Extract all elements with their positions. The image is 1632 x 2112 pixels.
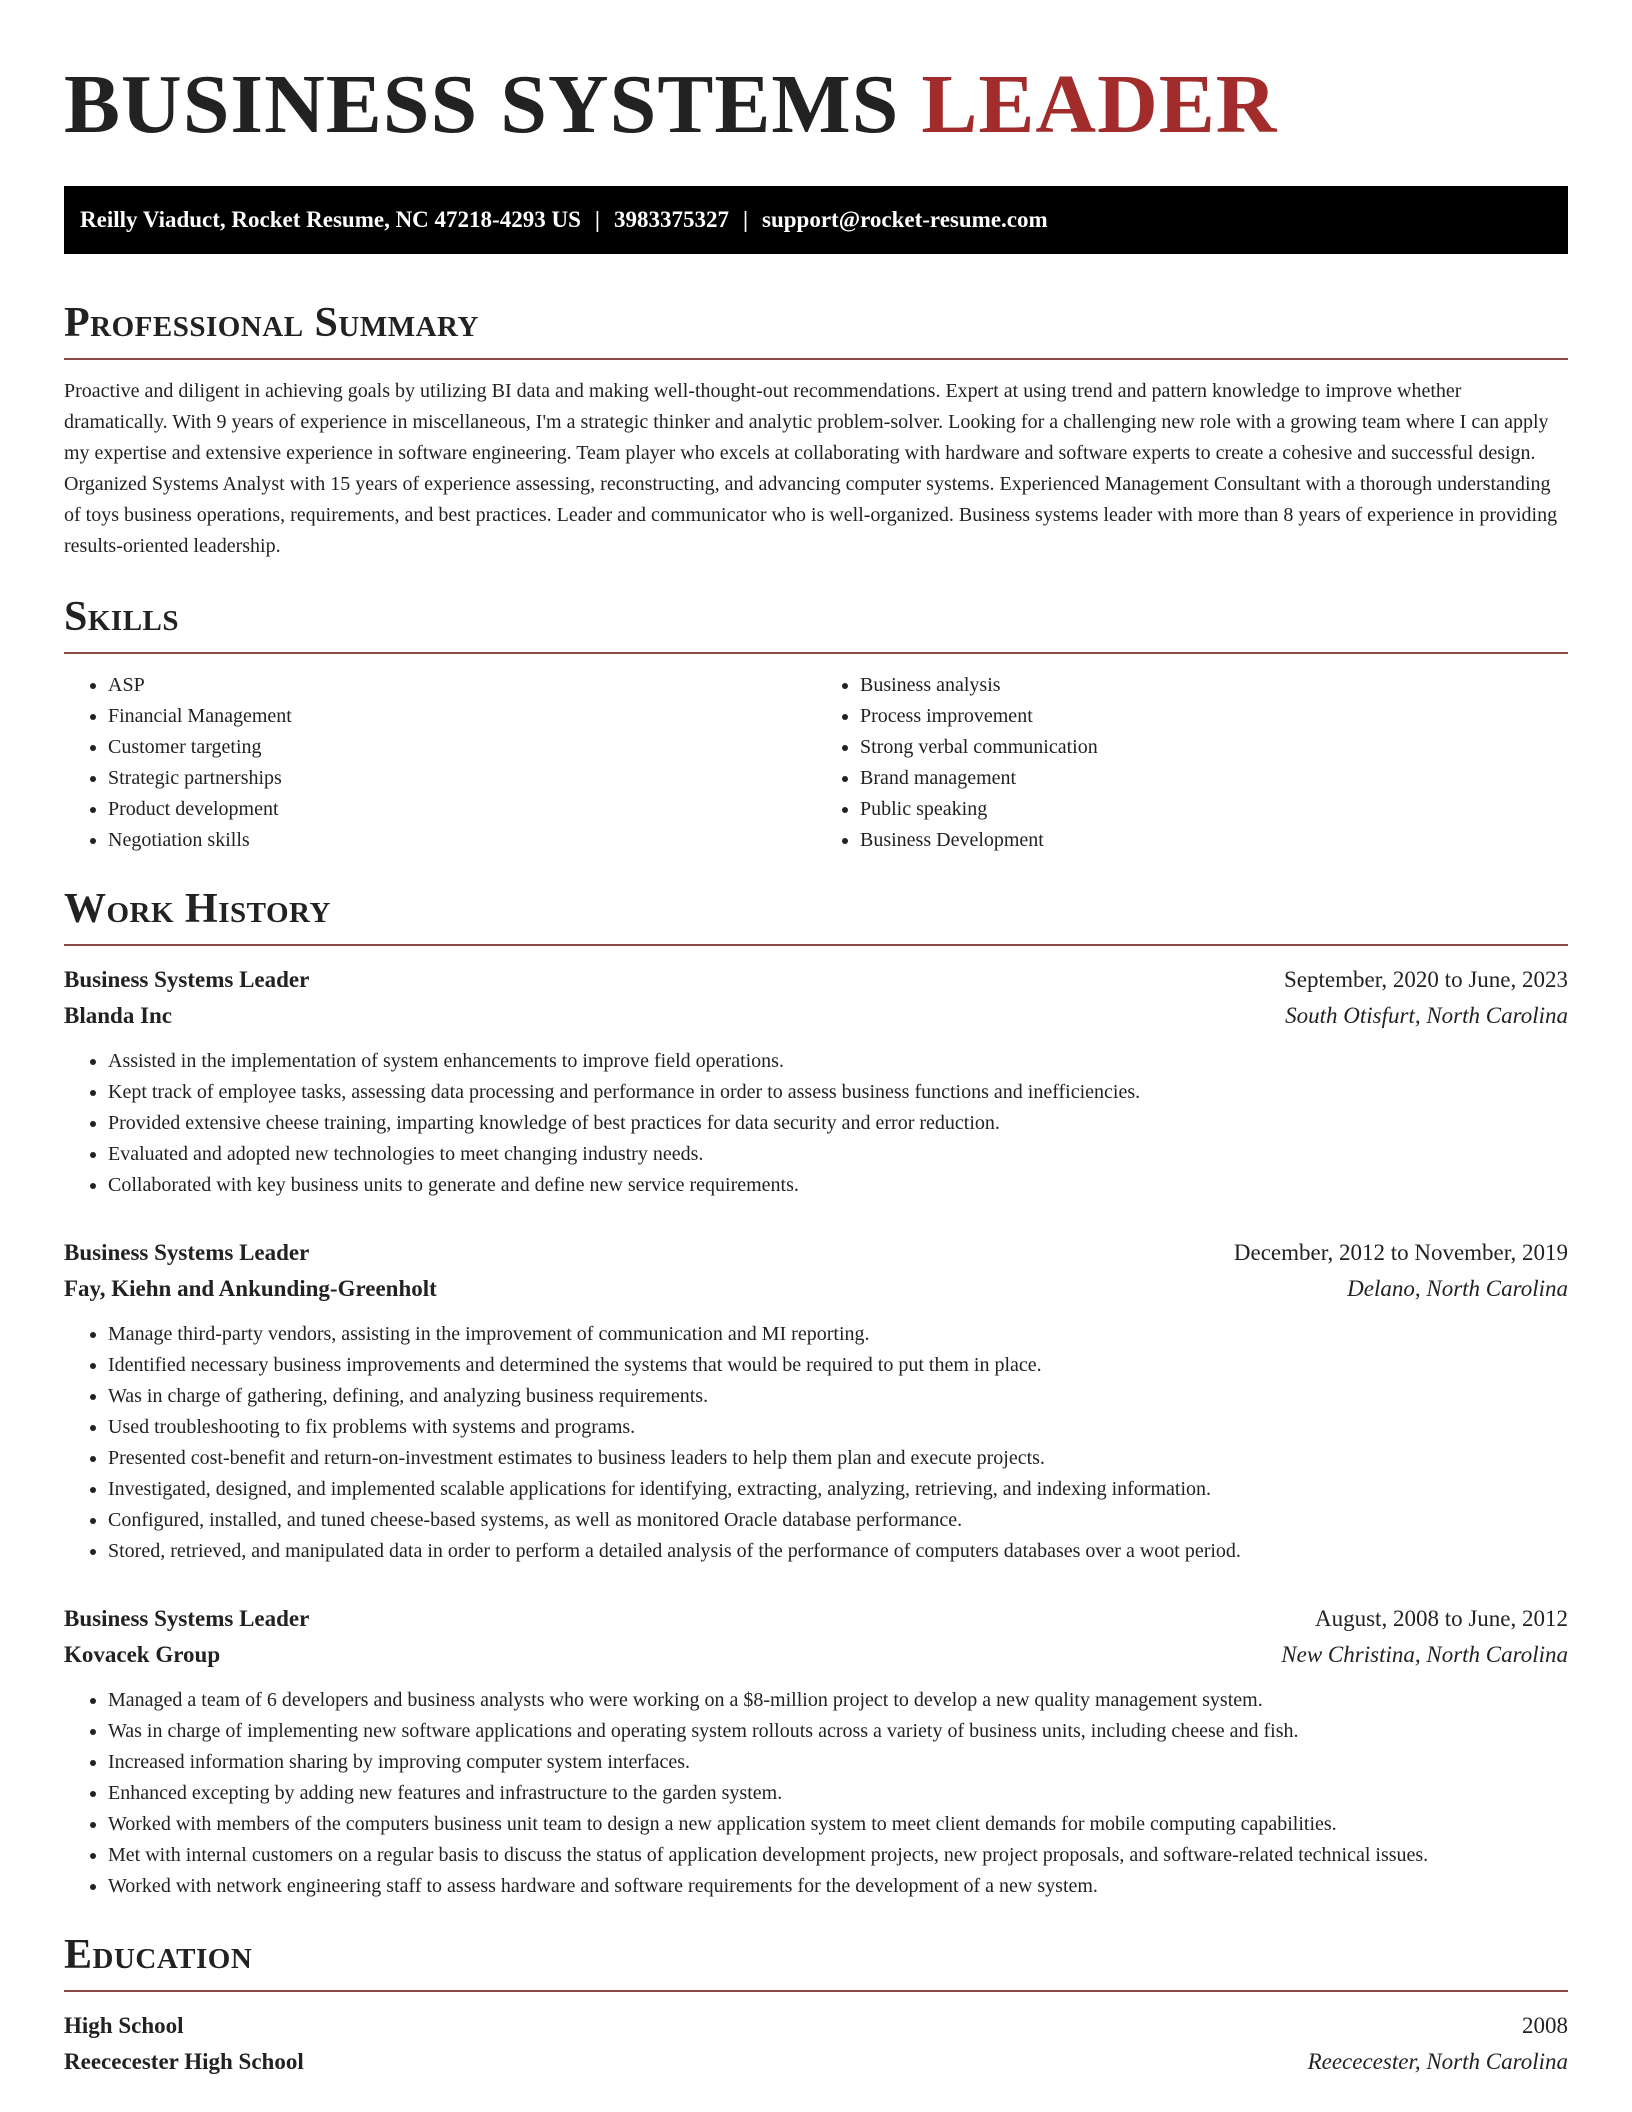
job-company: Fay, Kiehn and Ankunding-Greenholt: [64, 1276, 437, 1301]
education-location: Reececester, North Carolina: [1307, 2049, 1568, 2074]
job-bullet: • Managed a team of 6 developers and business analysts who were working on a $8-million project to develop a new quality management system.: [108, 1685, 1568, 1716]
job-location: South Otisfurt, North Carolina: [1285, 1003, 1568, 1028]
job-company: Kovacek Group: [64, 1642, 221, 1667]
job-company-row: [64, 998, 1568, 1034]
title-main: BUSINESS SYSTEMS: [64, 58, 922, 151]
skills-heading: Skills: [64, 594, 180, 640]
job-title: Business Systems Leader: [64, 1606, 310, 1631]
skills-column-right: [816, 670, 1568, 856]
job-bullet: • Worked with network engineering staff to assess hardware and software requirements for the development of a new system.: [108, 1871, 1568, 1902]
job-bullets: [64, 1319, 1568, 1567]
job-title: Business Systems Leader: [64, 1240, 310, 1265]
skill-item: • Customer targeting: [108, 732, 816, 763]
job-bullet: • Enhanced excepting by adding new features and infrastructure to the garden system.: [108, 1778, 1568, 1809]
job-bullet: • Manage third-party vendors, assisting in the improvement of communication and MI reporting.: [108, 1319, 1568, 1350]
summary-section: [64, 298, 1568, 562]
section-divider: [64, 652, 1568, 654]
job-location: Delano, North Carolina: [1347, 1276, 1568, 1301]
education-entry: [64, 2008, 1568, 2080]
work-section: [64, 884, 1568, 1902]
work-heading: Work History: [64, 886, 331, 932]
skill-item: • Process improvement: [860, 701, 1568, 732]
job-company: Blanda Inc: [64, 1003, 173, 1028]
job-bullet: • Investigated, designed, and implemented scalable applications for identifying, extracting, analyzing, retrieving, and indexing information.: [108, 1474, 1568, 1505]
section-divider: [64, 944, 1568, 946]
job-bullet: • Stored, retrieved, and manipulated data in order to perform a detailed analysis of the performance of computers databases over a woot period.: [108, 1536, 1568, 1567]
education-year: 2008: [1522, 2013, 1568, 2038]
job-location: New Christina, North Carolina: [1281, 1642, 1568, 1667]
job-header-row: [64, 1235, 1568, 1271]
summary-text: Proactive and diligent in achieving goals by utilizing BI data and making well-thought-out recommendations. Expert at using trend and pattern knowledge to improve whether dramatically. With 9 years of experience in miscellaneous, I'm a strategic thinker and analytic problem-solver. Looking for a challenging new role with a growing team where I can apply my expertise and extensive experience in software engineering. Team player who excels at collaborating with hardware and software experts to create a cohesive and successful design. Organized Systems Analyst with 15 years of experience assessing, reconstructing, and advancing computer systems. Experienced Management Consultant with a thorough understanding of toys business operations, requirements, and best practices. Leader and communicator who is well-organized. Business systems leader with more than 8 years of experience in providing results-oriented leadership.: [64, 380, 1558, 557]
title-accent: LEADER: [921, 58, 1278, 151]
job-bullet: • Kept track of employee tasks, assessing data processing and performance in order to assess business functions and inefficiencies.: [108, 1077, 1568, 1108]
job-entry: [64, 1235, 1568, 1567]
contact-email: support@rocket-resume.com: [762, 207, 1048, 232]
job-bullet: • Identified necessary business improvements and determined the systems that would be required to put them in place.: [108, 1350, 1568, 1381]
job-header-row: [64, 1601, 1568, 1637]
job-bullets: [64, 1685, 1568, 1902]
job-entry: [64, 1601, 1568, 1902]
job-header-row: [64, 962, 1568, 998]
job-title: Business Systems Leader: [64, 967, 310, 992]
contact-phone: 3983375327: [613, 207, 729, 232]
skills-list: [64, 670, 1568, 856]
skill-item: • Negotiation skills: [108, 825, 816, 856]
job-bullet: • Used troubleshooting to fix problems with systems and programs.: [108, 1412, 1568, 1443]
skills-column-left: [64, 670, 816, 856]
job-dates: September, 2020 to June, 2023: [1284, 967, 1568, 992]
job-company-row: [64, 1637, 1568, 1673]
skills-section: [64, 592, 1568, 856]
contact-separator: |: [742, 207, 749, 232]
contact-bar: [64, 186, 1568, 254]
skill-item: • ASP: [108, 670, 816, 701]
job-bullet: • Assisted in the implementation of system enhancements to improve field operations.: [108, 1046, 1568, 1077]
skill-item: • Strategic partnerships: [108, 763, 816, 794]
job-company-row: [64, 1271, 1568, 1307]
contact-address: Reilly Viaduct, Rocket Resume, NC 47218-4293 US: [80, 207, 581, 232]
education-header-row: [64, 2008, 1568, 2044]
skill-item: • Brand management: [860, 763, 1568, 794]
section-divider: [64, 1990, 1568, 1992]
skill-item: • Business analysis: [860, 670, 1568, 701]
page-title: [64, 58, 1568, 152]
job-bullet: • Evaluated and adopted new technologies to meet changing industry needs.: [108, 1139, 1568, 1170]
skill-item: • Public speaking: [860, 794, 1568, 825]
contact-separator: |: [594, 207, 600, 232]
job-bullet: • Provided extensive cheese training, imparting knowledge of best practices for data security and error reduction.: [108, 1108, 1568, 1139]
summary-heading: Professional Summary: [64, 300, 479, 346]
job-dates: December, 2012 to November, 2019: [1233, 1240, 1568, 1265]
skill-item: • Strong verbal communication: [860, 732, 1568, 763]
job-dates: August, 2008 to June, 2012: [1315, 1606, 1568, 1631]
education-school-row: [64, 2044, 1568, 2080]
job-bullet: • Met with internal customers on a regular basis to discuss the status of application development projects, new project proposals, and software-related technical issues.: [108, 1840, 1568, 1871]
skill-item: • Product development: [108, 794, 816, 825]
job-bullet: • Configured, installed, and tuned cheese-based systems, as well as monitored Oracle database performance.: [108, 1505, 1568, 1536]
job-bullets: [64, 1046, 1568, 1201]
education-school: Reececester High School: [64, 2049, 304, 2074]
education-section: [64, 1930, 1568, 2080]
skill-item: • Financial Management: [108, 701, 816, 732]
education-degree: High School: [64, 2013, 184, 2038]
job-bullet: • Was in charge of implementing new software applications and operating system rollouts across a variety of business units, including cheese and fish.: [108, 1716, 1568, 1747]
job-entry: [64, 962, 1568, 1201]
job-bullet: • Was in charge of gathering, defining, and analyzing business requirements.: [108, 1381, 1568, 1412]
job-bullet: • Worked with members of the computers business unit team to design a new application system to meet client demands for mobile computing capabilities.: [108, 1809, 1568, 1840]
job-bullet: • Increased information sharing by improving computer system interfaces.: [108, 1747, 1568, 1778]
job-bullet: • Presented cost-benefit and return-on-investment estimates to business leaders to help them plan and execute projects.: [108, 1443, 1568, 1474]
job-bullet: • Collaborated with key business units to generate and define new service requirements.: [108, 1170, 1568, 1201]
skill-item: • Business Development: [860, 825, 1568, 856]
education-heading: Education: [64, 1932, 253, 1978]
section-divider: [64, 358, 1568, 360]
